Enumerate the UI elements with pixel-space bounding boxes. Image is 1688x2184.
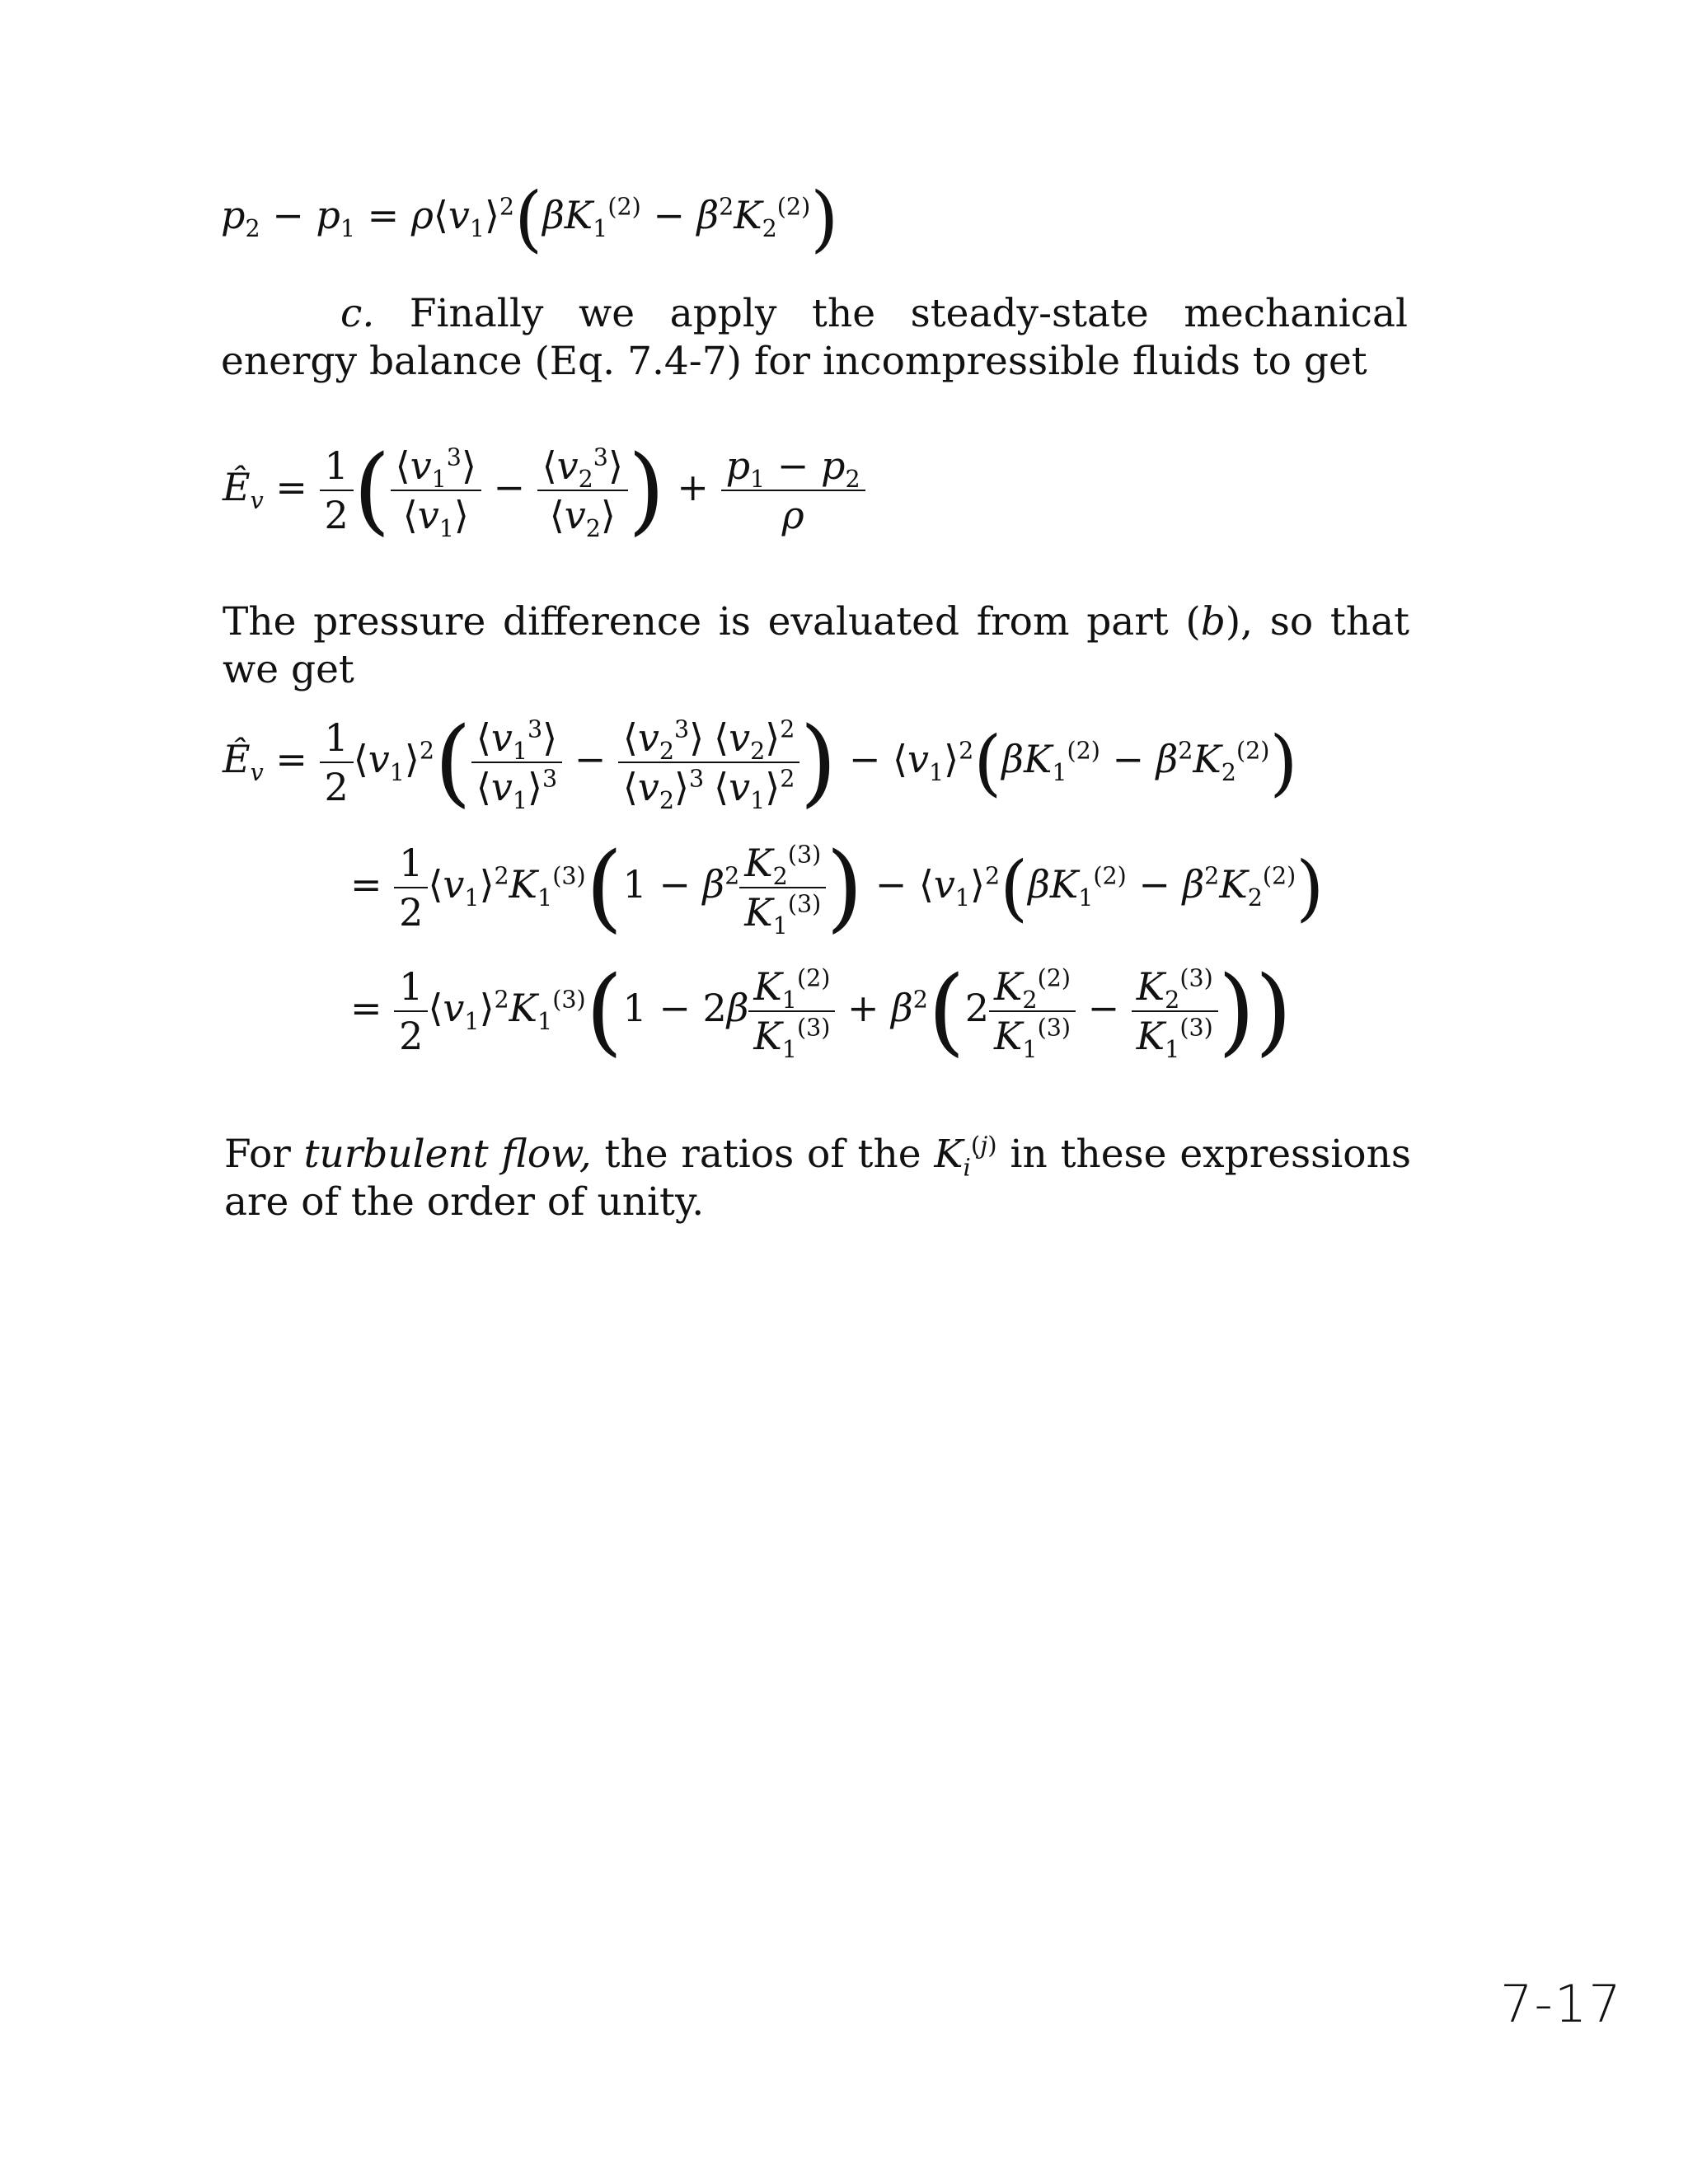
result-equation-line-3: = $\frac{1}{2}$ $⟨v_1⟩^2K_1^{(3)}(1 - 2\beta$ $\frac{K_1^{(2)}}{K_1^{(3)}}$ + $\beta^2(2$ $\frac{K_2^{(2)}}{K_1^{(3)}}$ − $\frac{K_2^{(3)}}{K_1^{(3)}}$ )) — [350, 956, 1292, 1066]
energy-balance-equation: $Ê_v$ = $\frac{1}{2}$ ( $\frac{⟨v_1^3⟩}{⟨v_1⟩}$ − $\frac{⟨v_2^3⟩}{⟨v_2⟩}$ ) + $\frac{p_1 - p_2}{\rho}$ — [223, 435, 865, 546]
pressure-drop-equation: $p_2 - p_1$ = $\rho⟨v_1⟩^2(\beta K_1^{(2)} - \beta^2K_2^{(2)})$ — [221, 176, 839, 260]
result-equation-line-1: $Ê_v$ = $\frac{1}{2}$ $⟨v_1⟩^2$( $\frac{⟨v_1^3⟩}{⟨v_1⟩^3}$ − $\frac{⟨v_2^3⟩}{⟨v_2⟩^3}$ $\frac{⟨v_2⟩^2}{⟨v_1⟩^2}$ ) − $⟨v_1⟩^2(\beta K_1^{(2)} - \beta^2K_2^{(2)})$ — [223, 707, 1298, 818]
pressure-difference-sentence: The pressure difference is evaluated from part (b), so that we get — [223, 599, 1410, 692]
part-c-paragraph: c. Finally we apply the steady-state mechanical energy balance (Eq. 7.4-7) for incompressible fluids to get — [221, 291, 1408, 384]
turbulent-flow-paragraph: For turbulent flow, the ratios of the $K_i^{(j)}$ in these expressions are of the order of unity. — [224, 1131, 1411, 1225]
result-equation-line-2: = $\frac{1}{2}$ $⟨v_1⟩^2K_1^{(3)}(1 - \beta^2$ $\frac{K_2^{(3)}}{K_1^{(3)}}$ ) − $⟨v_1⟩^2(\beta K_1^{(2)} - \beta^2K_2^{(2)})$ — [350, 832, 1325, 943]
page-number: 7-17 — [1500, 1974, 1623, 2034]
